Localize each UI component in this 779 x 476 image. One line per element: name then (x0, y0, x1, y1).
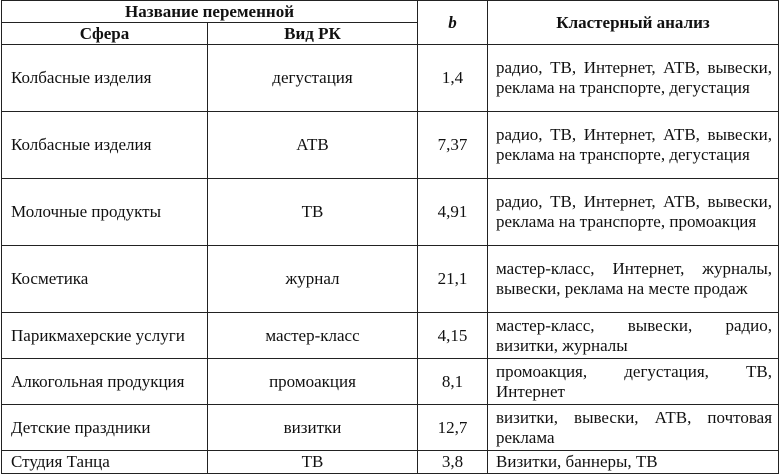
cell-b: 1,4 (418, 45, 488, 112)
table-row (2, 112, 779, 179)
cell-sphere: Студия Танца (2, 451, 208, 474)
cell-ad-type: ТВ (208, 179, 418, 246)
cell-cluster: радио, ТВ, Интернет, АТВ, вывески, реклама на транспорте, промоакция (488, 179, 779, 246)
table-row (2, 45, 779, 112)
header-ad-type: Вид РК (208, 23, 418, 45)
header-cluster-analysis: Кластерный анализ (488, 1, 779, 45)
cell-cluster: радио, ТВ, Интернет, АТВ, вывески, реклама на транспорте, дегустация (488, 112, 779, 179)
cell-cluster: промоакция, дегустация, ТВ, Интернет (488, 359, 779, 405)
cell-ad-type: АТВ (208, 112, 418, 179)
cell-ad-type: ТВ (208, 451, 418, 474)
cell-sphere: Колбасные изделия (2, 45, 208, 112)
table-row (2, 451, 779, 474)
cell-ad-type: мастер-класс (208, 313, 418, 359)
cell-b: 12,7 (418, 405, 488, 451)
table-row (2, 359, 779, 405)
header-sphere: Сфера (2, 23, 208, 45)
cell-b: 3,8 (418, 451, 488, 474)
table-row (2, 405, 779, 451)
table-row (2, 246, 779, 313)
cell-sphere: Алкогольная продукция (2, 359, 208, 405)
cell-b: 4,91 (418, 179, 488, 246)
cell-b: 4,15 (418, 313, 488, 359)
advertising-table (1, 0, 779, 474)
header-b: b (418, 1, 488, 45)
cell-sphere: Косметика (2, 246, 208, 313)
cell-sphere: Колбасные изделия (2, 112, 208, 179)
cell-sphere: Молочные продукты (2, 179, 208, 246)
cell-cluster: мастер-класс, Интернет, журналы, вывески, реклама на месте продаж (488, 246, 779, 313)
cell-cluster: визитки, вывески, АТВ, почтовая реклама (488, 405, 779, 451)
cell-ad-type: дегустация (208, 45, 418, 112)
cell-ad-type: промоакция (208, 359, 418, 405)
table-row (2, 313, 779, 359)
cell-sphere: Парикмахерские услуги (2, 313, 208, 359)
cell-cluster: Визитки, баннеры, ТВ (488, 451, 779, 474)
cell-ad-type: журнал (208, 246, 418, 313)
cell-b: 21,1 (418, 246, 488, 313)
cell-sphere: Детские праздники (2, 405, 208, 451)
header-variable-name: Название переменной (2, 1, 418, 23)
cell-cluster: радио, ТВ, Интернет, АТВ, вывески, реклама на транспорте, дегустация (488, 45, 779, 112)
cell-ad-type: визитки (208, 405, 418, 451)
table-row (2, 179, 779, 246)
cell-b: 8,1 (418, 359, 488, 405)
cell-cluster: мастер-класс, вывески, радио, визитки, журналы (488, 313, 779, 359)
cell-b: 7,37 (418, 112, 488, 179)
